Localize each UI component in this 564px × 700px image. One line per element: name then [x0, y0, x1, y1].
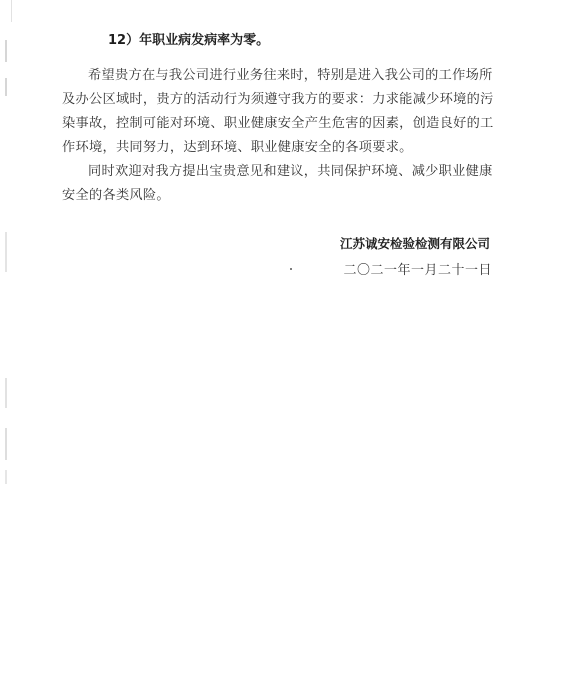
signature-date: 二〇二一年一月二十一日	[343, 263, 492, 278]
paragraph-line: 作环境，共同努力，达到环境、职业健康安全的各项要求。	[62, 140, 413, 155]
paragraph-line: 同时欢迎对我方提出宝贵意见和建议，共同保护环境、减少职业健康	[88, 164, 493, 179]
paragraph-line: 希望贵方在与我公司进行业务往来时，特别是进入我公司的工作场所	[88, 68, 493, 83]
paragraph-line: 安全的各类风险。	[62, 188, 170, 203]
paragraph-request	[62, 64, 502, 160]
scan-edge-mark	[5, 378, 7, 408]
scan-edge-mark	[5, 40, 7, 62]
scan-edge-mark	[5, 78, 7, 96]
signature-company: 江苏诚安检验检测有限公司	[339, 236, 490, 251]
paragraph-line: 染事故，控制可能对环境、职业健康安全产生危害的因素，创造良好的工	[62, 116, 494, 131]
scan-edge-mark	[5, 470, 7, 484]
scan-edge-mark	[11, 0, 12, 22]
paragraph-line: 及办公区域时，贵方的活动行为须遵守我方的要求：力求能减少环境的污	[62, 92, 494, 107]
scan-edge-mark	[5, 232, 7, 272]
paragraph-welcome	[62, 160, 502, 208]
scan-speck	[290, 268, 292, 270]
scan-edge-mark	[5, 428, 7, 460]
item-heading: 12）年职业病发病率为零。	[108, 33, 270, 48]
